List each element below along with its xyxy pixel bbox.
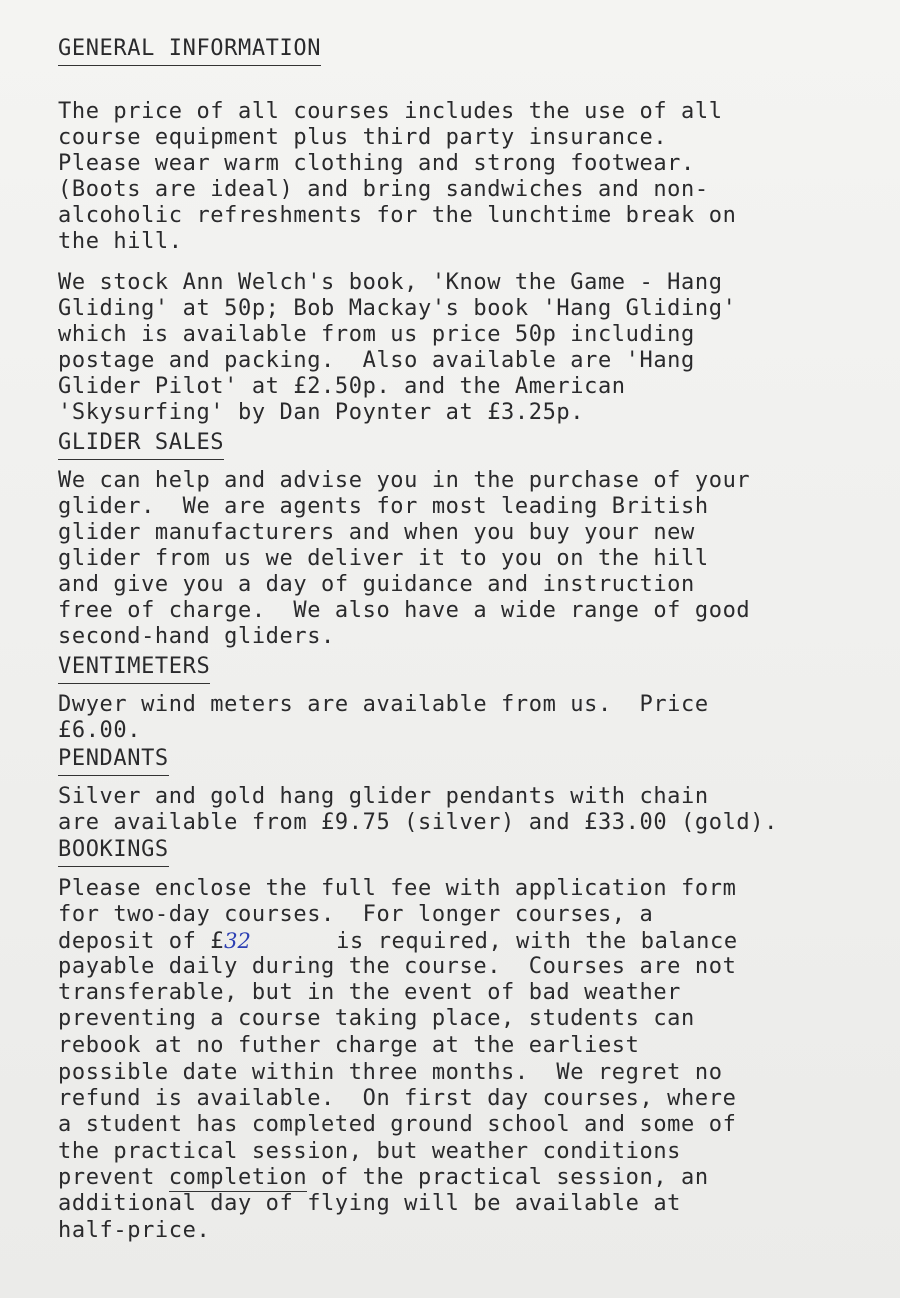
text-line: course equipment plus third party insurance. (58, 125, 668, 150)
text-line: Gliding' at 50p; Bob Mackay's book 'Hang Gliding' (58, 296, 737, 321)
text-line: Please enclose the full fee with application form (58, 876, 737, 901)
text-line: rebook at no futher charge at the earliest (58, 1033, 640, 1058)
text-line: We stock Ann Welch's book, 'Know the Game - Hang (58, 270, 723, 295)
handwritten-deposit-wrap (224, 928, 336, 955)
text-line: additional day of flying will be available at (58, 1191, 682, 1216)
text-line: Please wear warm clothing and strong footwear. (58, 151, 695, 176)
text-line: free of charge. We also have a wide range of good (58, 598, 751, 623)
text-line: 'Skysurfing' by Dan Poynter at £3.25p. (58, 400, 585, 425)
deposit-suffix: is required, with the balance (336, 929, 738, 954)
text-line: Silver and gold hang glider pendants with chain (58, 784, 709, 809)
text-line: glider manufacturers and when you buy your new (58, 520, 695, 545)
text-line-completion (58, 1165, 709, 1191)
text-line: We can help and advise you in the purchase of your (58, 468, 751, 493)
text-line: Glider Pilot' at £2.50p. and the American (58, 374, 626, 399)
text-line: for two-day courses. For longer courses, a (58, 902, 654, 927)
text-line: (Boots are ideal) and bring sandwiches and non- (58, 177, 709, 202)
text-line: half-price. (58, 1218, 211, 1243)
text-line: glider. We are agents for most leading British (58, 494, 709, 519)
completion-suffix: of the practical session, an (307, 1165, 709, 1190)
text-line: the hill. (58, 229, 183, 254)
text-line: possible date within three months. We regret no (58, 1060, 723, 1085)
text-line: payable daily during the course. Courses are not (58, 954, 737, 979)
heading-pendants: PENDANTS (58, 746, 169, 776)
text-line: £6.00. (58, 718, 142, 743)
heading-ventimeters: VENTIMETERS (58, 654, 210, 684)
handwritten-deposit-amount: 32 (224, 929, 251, 953)
underlined-completion: completion (168, 1165, 308, 1190)
text-line: the practical session, but weather conditions (58, 1139, 682, 1164)
completion-prefix: prevent (58, 1165, 169, 1190)
deposit-prefix: deposit of £ (58, 929, 225, 954)
text-line: second-hand gliders. (58, 624, 335, 649)
text-line: transferable, but in the event of bad weather (58, 980, 682, 1005)
text-line: The price of all courses includes the use of all (58, 99, 723, 124)
text-line: and give you a day of guidance and instruction (58, 572, 695, 597)
heading-glider-sales: GLIDER SALES (58, 430, 224, 460)
text-line: postage and packing. Also available are 'Hang (58, 348, 695, 373)
heading-bookings: BOOKINGS (58, 837, 169, 867)
text-line: alcoholic refreshments for the lunchtime break on (58, 203, 737, 228)
text-line: glider from us we deliver it to you on the hill (58, 546, 709, 571)
text-line: Dwyer wind meters are available from us. Price (58, 692, 709, 717)
text-line-deposit (58, 928, 738, 955)
text-line: which is available from us price 50p including (58, 322, 695, 347)
heading-general-information: GENERAL INFORMATION (58, 36, 321, 66)
text-line: refund is available. On first day courses, where (58, 1086, 737, 1111)
text-line: are available from £9.75 (silver) and £33.00 (gold). (58, 810, 778, 835)
text-line: a student has completed ground school and some of (58, 1112, 737, 1137)
text-line: preventing a course taking place, students can (58, 1006, 695, 1031)
